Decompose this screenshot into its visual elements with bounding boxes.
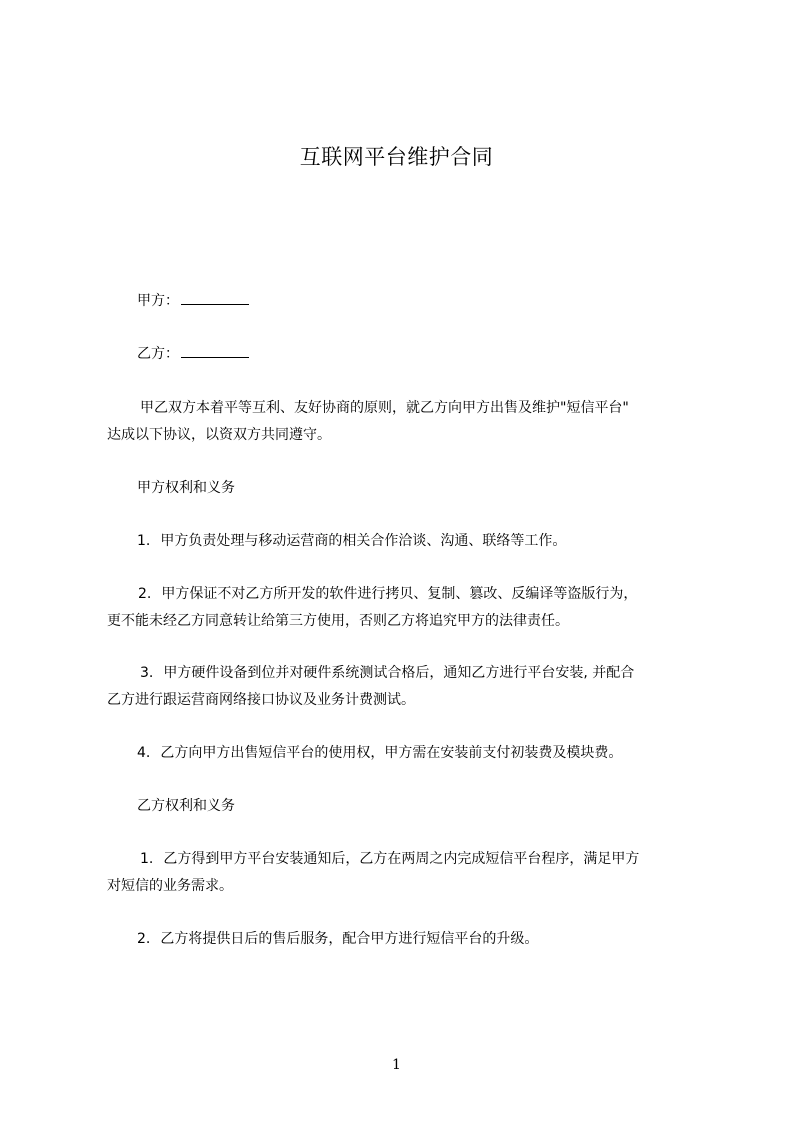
- item-text: 乙方将提供日后的售后服务，配合甲方进行短信平台的升级。: [160, 931, 539, 947]
- page-number: 1: [392, 1057, 401, 1073]
- party-b-label: 乙方：: [137, 346, 179, 362]
- party-b-blank: [181, 343, 249, 358]
- section-b-item-2: [137, 929, 538, 950]
- item-text: 乙方向甲方出售短信平台的使用权，甲方需在安装前支付初装费及模块费。: [160, 745, 623, 761]
- section-b-heading: 乙方权利和义务: [137, 798, 235, 814]
- item-text: 甲方硬件设备到位并对硬件系统测试合格后，通知乙方进行平台安装, 并配合: [163, 665, 635, 681]
- section-a-heading: 甲方权利和义务: [137, 480, 235, 496]
- item-number: 1.: [140, 851, 154, 867]
- section-a-item-2-cont: 更不能未经乙方同意转让给第三方使用，否则乙方将追究甲方的法律责任。: [107, 613, 569, 629]
- item-number: 2.: [137, 931, 151, 947]
- section-a-item-2: [138, 584, 637, 605]
- item-text: 乙方得到甲方平台安装通知后，乙方在两周之内完成短信平台程序，满足甲方: [163, 851, 640, 867]
- item-number: 2.: [138, 586, 152, 602]
- section-a-item-4: [137, 743, 622, 764]
- item-text: 甲方负责处理与移动运营商的相关合作洽谈、沟通、联络等工作。: [160, 533, 567, 549]
- party-a-line: [137, 290, 249, 312]
- section-a-item-3-cont: 乙方进行跟运营商网络接口协议及业务计费测试。: [107, 692, 415, 708]
- section-b-item-1-cont: 对短信的业务需求。: [107, 878, 233, 894]
- item-number: 4.: [137, 745, 151, 761]
- party-a-blank: [181, 290, 249, 305]
- document-title: 互联网平台维护合同: [299, 145, 494, 169]
- preamble-line-1: 甲乙双方本着平等互利、友好协商的原则，就乙方向甲方出售及维护"短信平台": [140, 400, 629, 416]
- preamble-line-2: 达成以下协议，以资双方共同遵守。: [107, 427, 331, 443]
- section-a-item-3: [140, 663, 634, 684]
- party-a-label: 甲方：: [137, 293, 179, 309]
- item-text: 甲方保证不对乙方所开发的软件进行拷贝、复制、篡改、反编译等盗版行为，: [161, 586, 638, 602]
- section-b-item-1: [140, 849, 639, 870]
- party-b-line: [137, 343, 249, 365]
- item-number: 1.: [137, 533, 151, 549]
- item-number: 3.: [140, 665, 154, 681]
- section-a-item-1: [137, 531, 566, 552]
